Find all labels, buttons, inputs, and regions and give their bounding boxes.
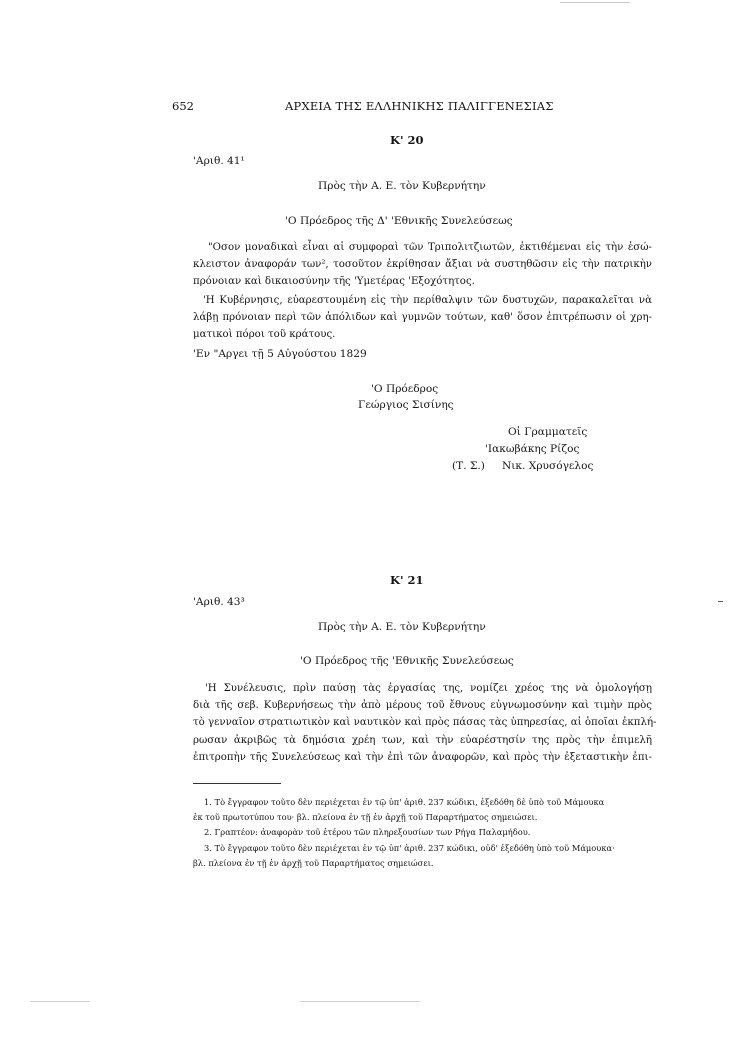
footnote-3-line-2: βλ. πλείονα ἐν τῇ ἐν ἀρχῇ τοῦ Παραρτήματος σημειώσει. <box>193 857 434 868</box>
scan-mark-bottom-left <box>30 1001 90 1002</box>
president-name: Γεώργιος Σισίνης <box>358 399 454 411</box>
doc1-p1-line-3: πρόνοιαν καὶ δικαιοσύνην τῆς 'Υμετέρας 'Εξοχότητος. <box>193 276 475 288</box>
footnote-1-line-2: ἐκ τοῦ πρωτοτύπου του· βλ. πλείονα ἐν τῇ ἐν ἀρχῇ τοῦ Παραρτήματος σημειώσει. <box>193 811 538 822</box>
doc2-addressee: Πρὸς τὴν Α. Ε. τὸν Κυβερνήτην <box>318 621 486 633</box>
doc2-p1-line-1: 'Η Συνέλευσις, πρὶν παύσῃ τὰς ἐργασίας της, νομίζει χρέος της νὰ ὁμολογήσῃ <box>205 683 652 694</box>
secretary-2: Νικ. Χρυσόγελος <box>502 460 594 472</box>
footnote-rule <box>193 783 281 784</box>
footnote-3-line-1: 3. Τὸ ἔγγραφον τοῦτο δὲν περιέχεται ἐν τῷ ὑπ' ἀριθ. 237 κώδικι, οὐδ' ἐξεδόθη ὑπὸ τοῦ Μάμουκα· <box>204 843 615 853</box>
doc2-paragraph-1 <box>193 680 657 766</box>
doc2-p1-line-3: τὸ γενναῖον στρατιωτικὸν καὶ ναυτικὸν καὶ πρὸς πάσας τὰς ὑπηρεσίας, αἱ ὁποῖαι ἐκπλή- <box>193 717 657 729</box>
doc1-paragraph-2 <box>193 292 652 344</box>
president-title: 'Ο Πρόεδρος <box>371 383 439 395</box>
secretaries-title: Οἱ Γραμματεῖς <box>508 426 588 438</box>
doc2-p1-line-2: διὰ τῆς σεβ. Κυβερνήσεως τὴν ἀπὸ μέρους τοῦ ἔθνους εὐγνωμοσύνην καὶ τιμὴν πρὸς <box>193 700 652 712</box>
footnote-2 <box>193 825 655 840</box>
doc1-sender: 'Ο Πρόεδρος τῆς Δ' 'Εθνικῆς Συνελεύσεως <box>285 215 513 227</box>
doc1-p1-line-1: "Οσον μοναδικαὶ εἶναι αἱ συμφοραὶ τῶν Τριπολιτζιωτῶν, ἐκτιθέμεναι εἰς τὴν ἐσώ- <box>208 242 652 253</box>
footnote-1 <box>193 795 655 824</box>
scan-mark-right <box>718 601 723 602</box>
doc2-p1-line-5: ἐπιτροπὴν τῆς Συνελεύσεως καὶ τὴν ἐπὶ τῶν ἀναφορῶν, καὶ πρὸς τὴν ἐξεταστικὴν ἐπι- <box>193 751 652 763</box>
doc1-p2-line-1: 'Η Κυβέρνησις, εὐαρεστουμένη εἰς τὴν περίθαλψιν τῶν δυστυχῶν, παρακαλεῖται νὰ <box>203 295 652 306</box>
doc2-number: 'Αριθ. 43³ <box>193 596 245 608</box>
doc2-p1-line-4: ρωσαν ἀκριβῶς τὰ δημόσια χρέη των, καὶ τὴν εὐαρέστησίν της πρὸς τὴν ἐπιμελῆ <box>193 734 652 746</box>
doc2-heading: Κ' 21 <box>390 573 424 587</box>
doc1-paragraph-1 <box>193 239 652 291</box>
footnote-1-line-1: 1. Τὸ ἔγγραφον τοῦτο δὲν περιέχεται ἐν τῷ ὑπ' ἀριθ. 237 κώδικι, ἐξεδόθη δὲ ὑπὸ τοῦ Μάμουκα <box>204 797 605 807</box>
running-head: ΑΡΧΕΙΑ ΤΗΣ ΕΛΛΗΝΙΚΗΣ ΠΑΛΙΓΓΕΝΕΣΙΑΣ <box>285 99 554 113</box>
page-number: 652 <box>172 99 194 113</box>
doc1-p2-line-2: λάβῃ πρόνοιαν περὶ τῶν ἀπόλιδων καὶ γυμνῶν τούτων, καθ' ὅσον ἐπιτρέπωσιν οἱ χρη- <box>193 312 652 324</box>
doc1-heading: Κ' 20 <box>390 133 424 147</box>
doc1-p2-line-3: ματικοὶ πόροι τοῦ κράτους. <box>193 329 336 341</box>
scan-mark-top <box>560 2 630 3</box>
doc1-number: 'Αριθ. 41¹ <box>193 155 245 167</box>
scan-mark-bottom-mid <box>300 1001 420 1002</box>
doc1-date: 'Εν "Αργει τῇ 5 Αὐγούστου 1829 <box>193 348 367 360</box>
doc2-sender: 'Ο Πρόεδρος τῆς 'Εθνικῆς Συνελεύσεως <box>300 655 514 667</box>
doc1-p1-line-2: κλειστον ἀναφοράν των², τοσοῦτον ἐκρίθησαν ἄξιαι νὰ συστηθῶσιν εἰς τὴν πατρικὴν <box>193 259 652 271</box>
doc1-addressee: Πρὸς τὴν Α. Ε. τὸν Κυβερνήτην <box>318 180 486 192</box>
seal-mark: (Τ. Σ.) <box>452 460 485 472</box>
footnote-3 <box>193 841 655 870</box>
footnote-2-line-1: 2. Γραπτέον: ἀναφορὰν τοῦ ἑτέρου τῶν πληρεξουσίων των Ρήγα Παλαμήδου. <box>204 827 531 837</box>
secretary-1: 'Ιακωβάκης Ρίζος <box>485 443 580 455</box>
